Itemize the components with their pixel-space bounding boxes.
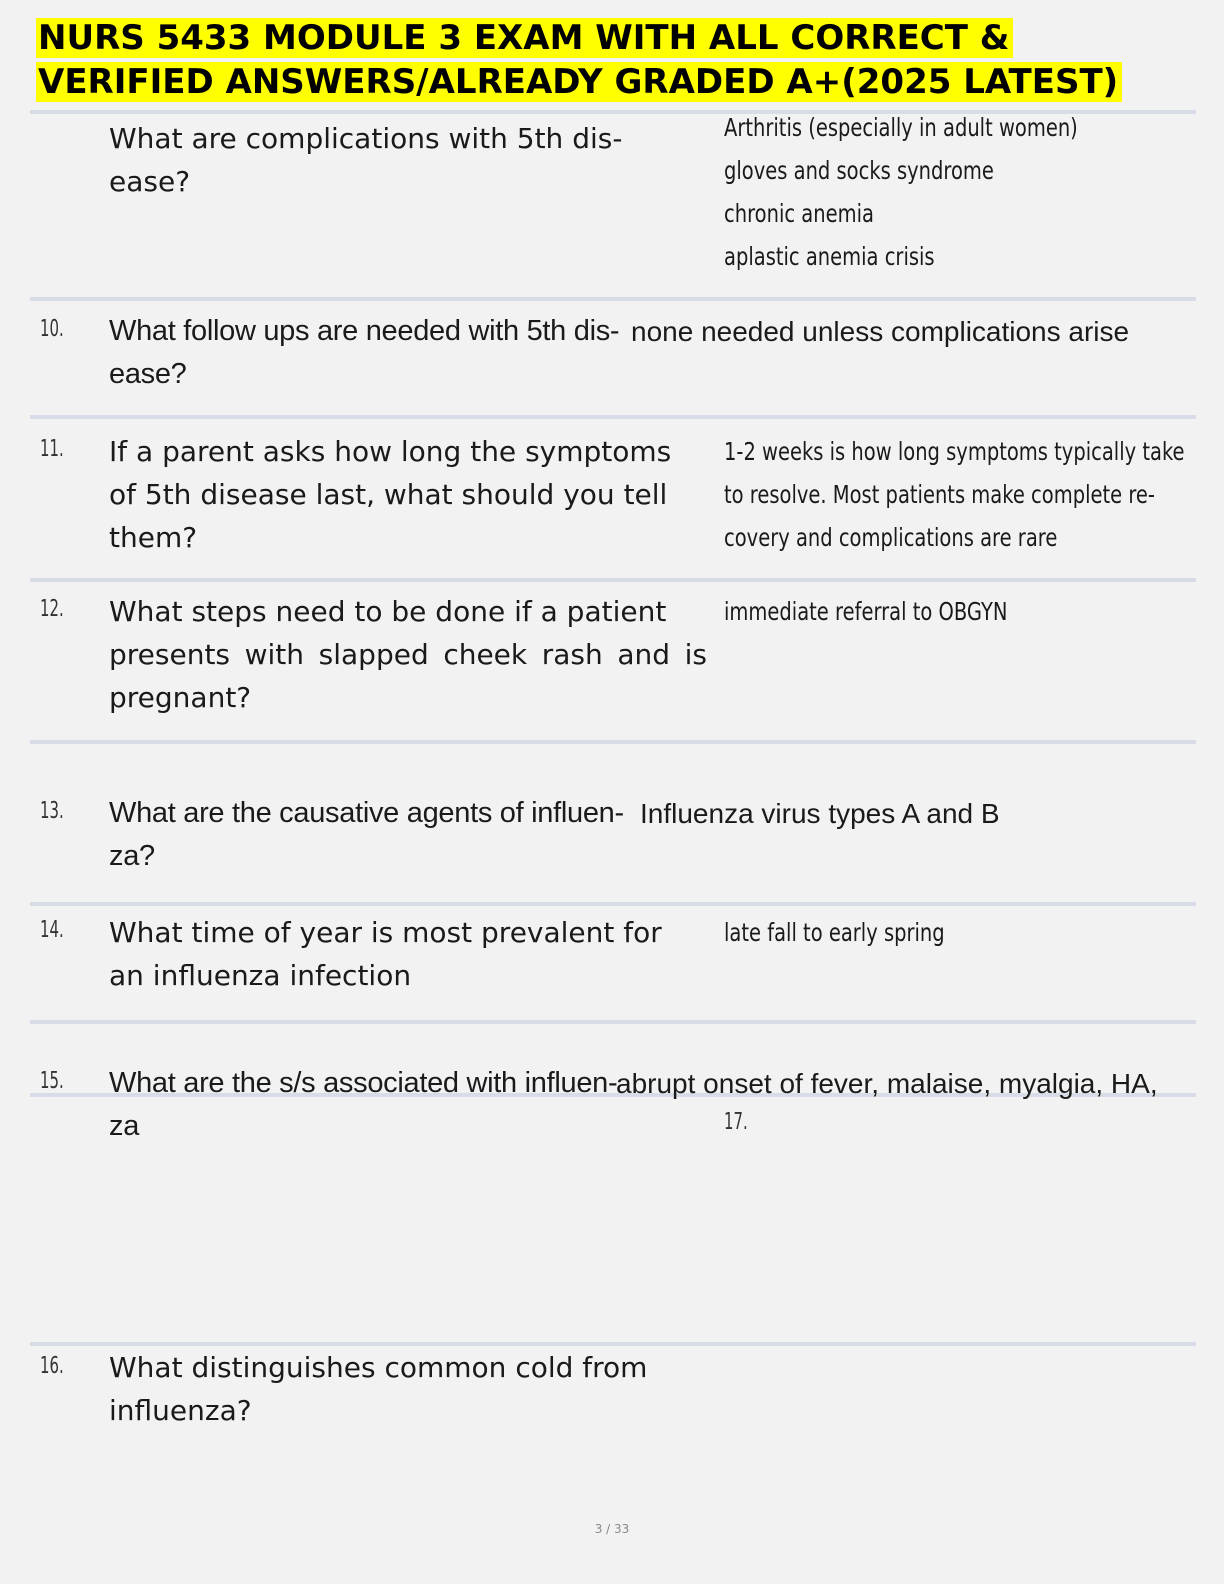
answer-text: immediate referral to OBGYN (724, 597, 1008, 626)
question-text: What steps need to be done if a patient presents with slapped cheek rash and is pregnant? (109, 595, 707, 714)
answer-text: 1-2 weeks is how long symptoms typically take to resolve. Most patients make complete re- covery and complications are rare (724, 437, 1185, 552)
question-text: What are complications with 5th dis- ease? (109, 122, 623, 198)
question-number: 14. (40, 917, 64, 943)
answer-text: Arthritis (especially in adult women) gloves and socks syndrome chronic anemia aplastic anemia crisis (724, 113, 1078, 271)
document-title (36, 16, 1186, 104)
title-line-1: NURS 5433 MODULE 3 EXAM WITH ALL CORRECT & (36, 18, 1013, 58)
answer-text: late fall to early spring (724, 918, 945, 947)
title-line-2: VERIFIED ANSWERS/ALREADY GRADED A+(2025 LATEST) (36, 62, 1122, 102)
question-number: 12. (40, 596, 64, 622)
divider (30, 297, 1196, 301)
divider (30, 740, 1196, 744)
page-number: 3 / 33 (594, 1522, 630, 1536)
question-number: 16. (40, 1353, 64, 1379)
answer-text: abrupt onset of fever, malaise, myalgia, HA, (616, 1068, 1158, 1099)
question-number: 13. (40, 798, 64, 824)
divider (30, 415, 1196, 419)
divider (30, 1020, 1196, 1024)
question-number: 15. (40, 1068, 64, 1094)
question-text: What are the causative agents of influen- za? (109, 797, 624, 872)
answer-text: none needed unless complications arise (631, 316, 1130, 347)
question-text: If a parent asks how long the symptoms of 5th disease last, what should you tell them? (109, 435, 672, 554)
divider (30, 902, 1196, 906)
answer-text: Influenza virus types A and B (640, 798, 1000, 829)
question-text: What follow ups are needed with 5th dis- ease? (109, 315, 620, 390)
question-number: 10. (40, 316, 64, 342)
question-text: What time of year is most prevalent for an influenza infection (109, 916, 662, 992)
question-text: What distinguishes common cold from influenza? (109, 1351, 648, 1427)
question-number: 17. (724, 1109, 748, 1135)
question-number: 11. (40, 436, 64, 462)
question-text: What are the s/s associated with influen- za (109, 1067, 618, 1142)
divider (30, 578, 1196, 582)
